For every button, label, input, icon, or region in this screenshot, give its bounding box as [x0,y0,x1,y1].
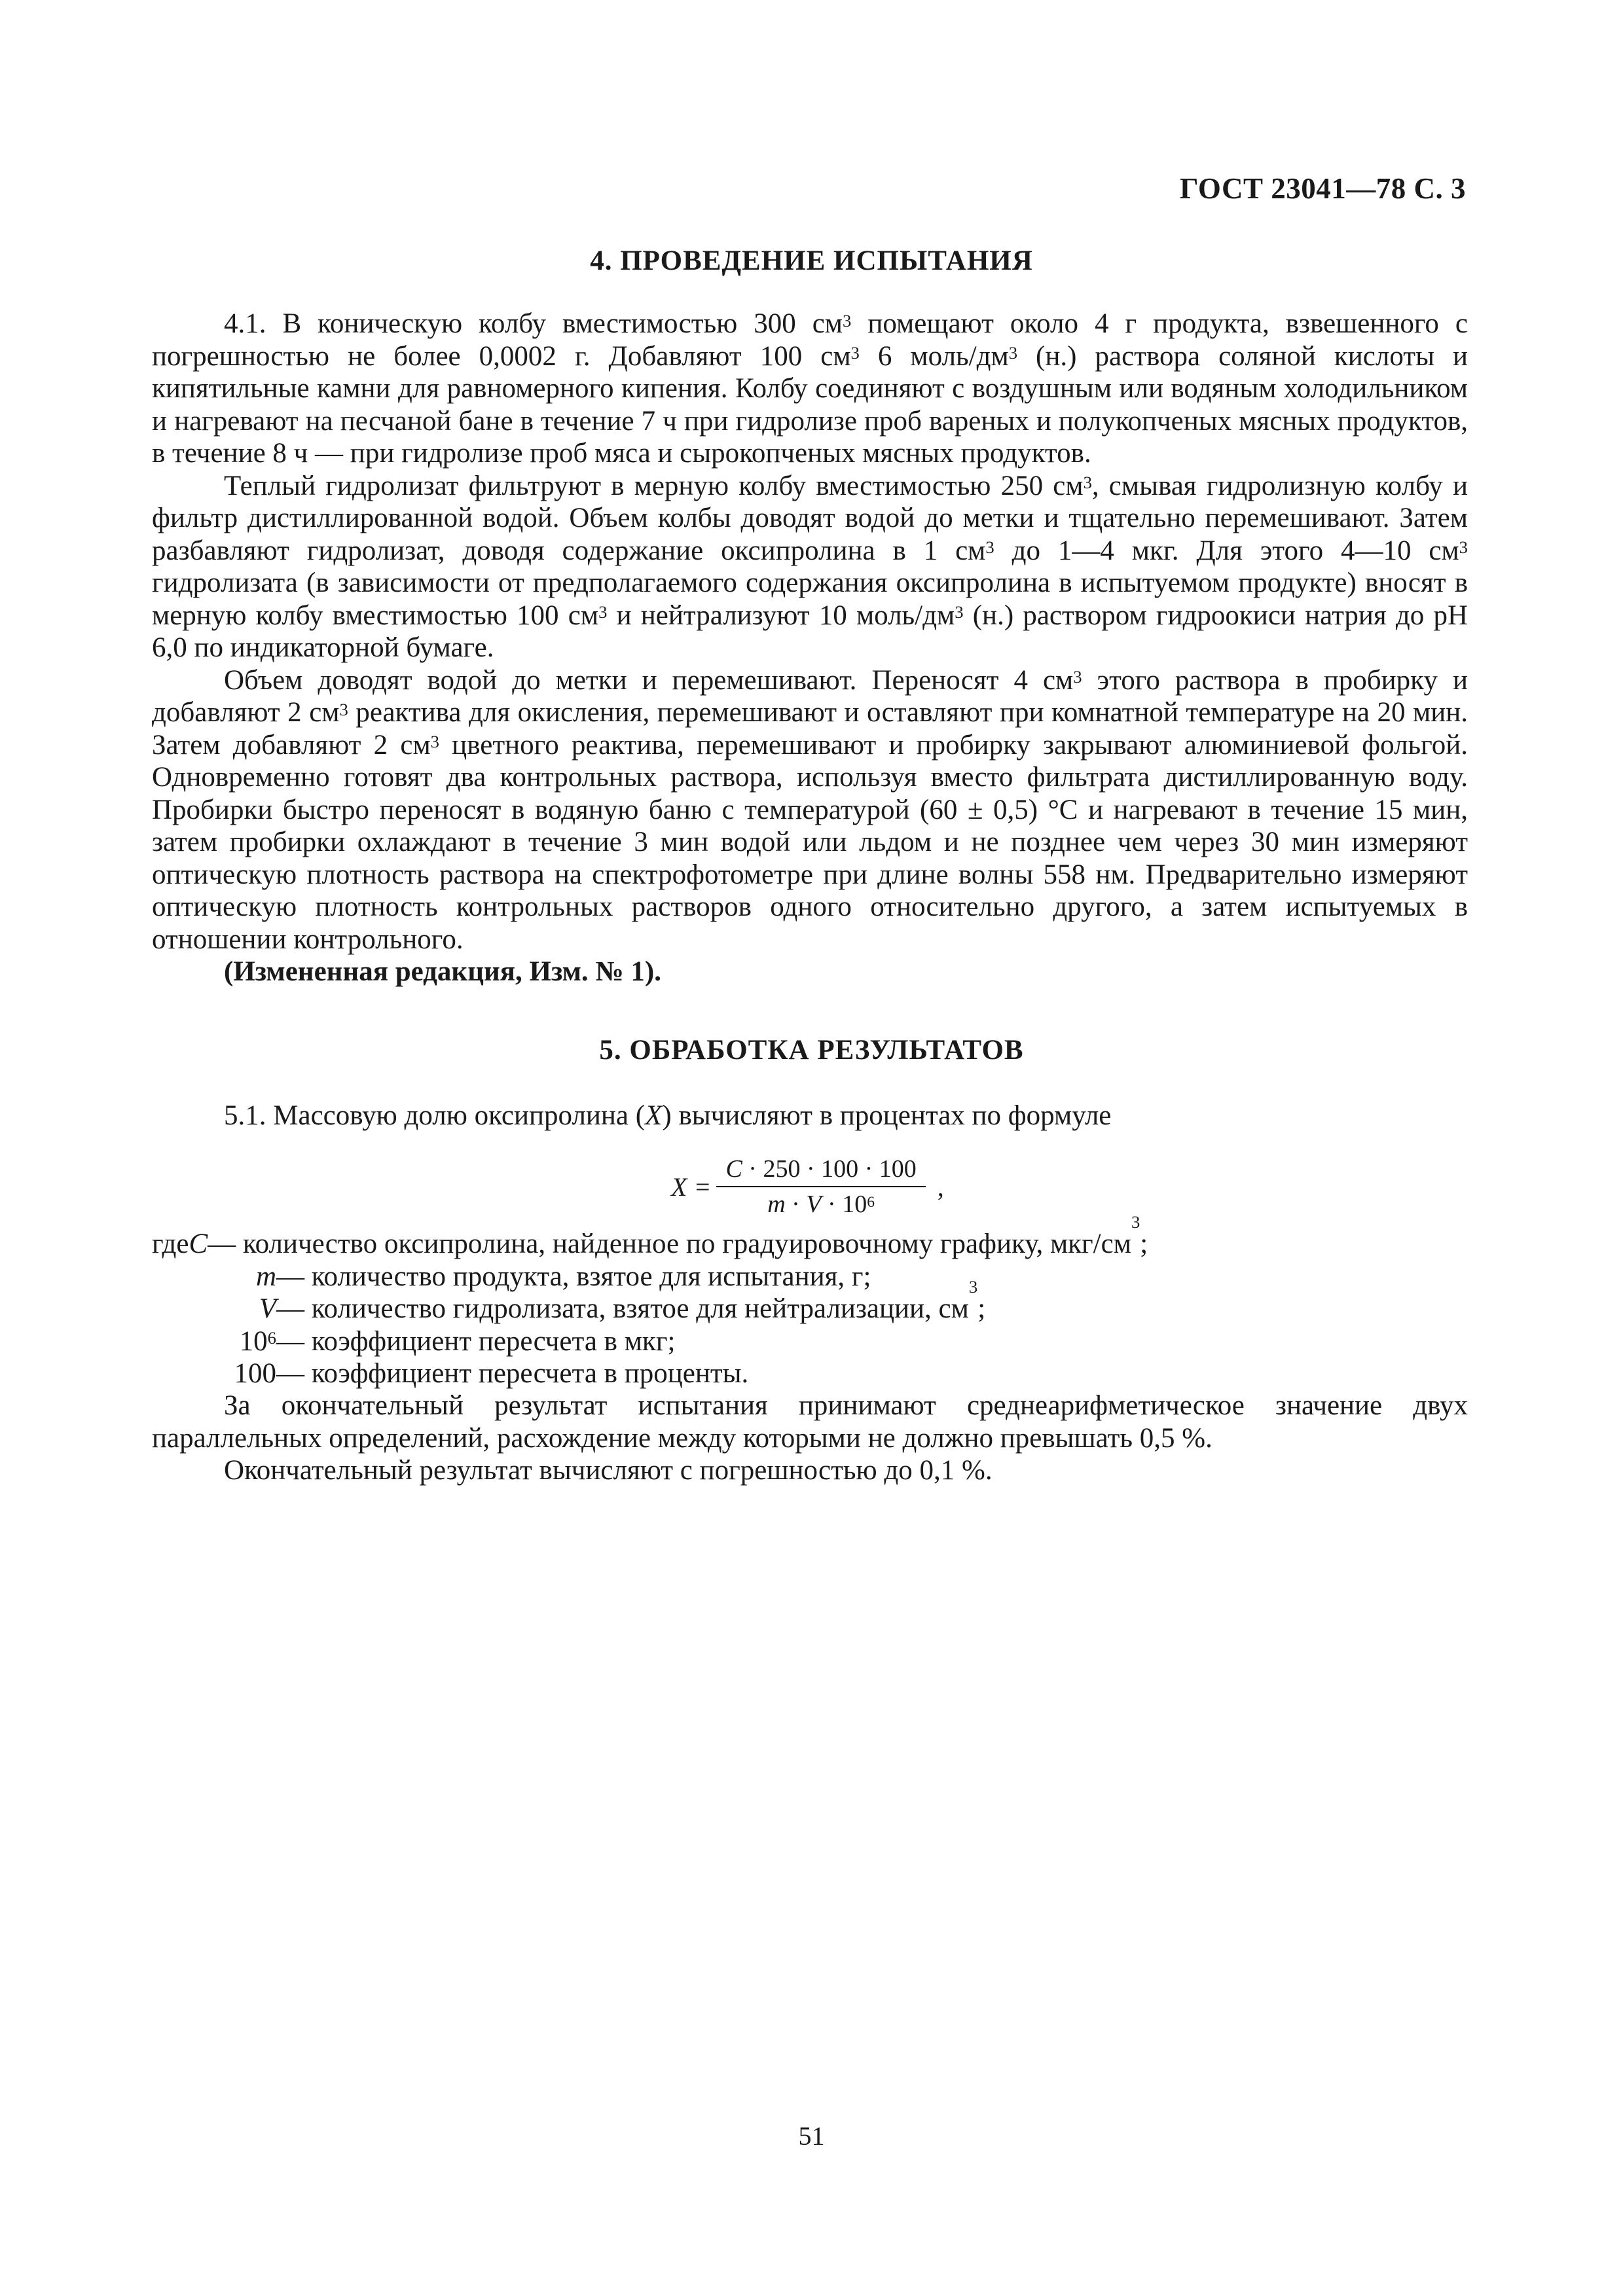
definition-row: m — количество продукта, взятое для испытания, г; [255,1261,871,1292]
section-4-body [152,308,1468,988]
page-number: 51 [798,2121,825,2151]
formula-lhs: X = [671,1172,712,1202]
formula-comma: , [937,1172,944,1202]
formula [671,1155,944,1219]
page-header: ГОСТ 23041—78 С. 3 [1179,172,1466,205]
definition-row: 100 — коэффициент пересчета в проценты. [234,1358,749,1389]
section-5-title: 5. ОБРАБОТКА РЕЗУЛЬТАТОВ [599,1035,1024,1066]
formula-denominator: $m \cdot V \cdot 10^6$ [767,1191,875,1218]
amendment-note: (Измененная редакция, Изм. № 1). [224,956,661,987]
definition-row: V — количество гидролизата, взятое для нейтрализации, см $^3$ ; [259,1276,986,1324]
formula-numerator: C · 250 · 100 · 100 [716,1155,925,1187]
definition-row: $10^6$ — коэффициент пересчета в мкг; [239,1325,676,1357]
paragraph-hydrolysate: Теплый гидролизат фильтруют в мерную колбу вместимостью 250 $см^3$, смывая гидролизную колбу и фильтр дистиллированной водой. Объем колбы доводят водой до метки и тщательно перемешивают. Затем разбавляют гидролизат, доводя содержание оксипролина в 1 $см^3$ до 1—4 мкг. Для этого 4—10 $см^3$ гидролизата (в зависимости от предполагаемого содержания оксипролина в испытуемом продукте) вносят в мерную колбу вместимостью 100 $см^3$ и нейтрализуют 10 моль/$дм^3$ (н.) раствором гидроокиси натрия до pH 6,0 по индикаторной бумаге. [152,470,1468,663]
section-5-intro [152,1100,1468,1132]
section-5-conclusion [152,1390,1468,1487]
symbol-definitions [152,1211,1468,1390]
section-4-title: 4. ПРОВЕДЕНИЕ ИСПЫТАНИЯ [590,245,1033,276]
paragraph-precision: Окончательный результат вычисляют с погрешностью до 0,1 %. [224,1455,993,1486]
paragraph-final-result: За окончательный результат испытания принимают среднеарифметическое значение двух параллельных определений, расхождение между которыми не должно превышать 0,5 %. [152,1390,1468,1454]
paragraph-4-1: 4.1. В коническую колбу вместимостью 300 $см^3$ помещают около 4 г продукта, взвешенного с погрешностью не более 0,0002 г. Добавляют 100 $см^3$ 6 моль/$дм^3$ (н.) раствора соляной кислоты и кипятильные камни для равномерного кипения. Колбу соединяют с воздушным или водяным холодильником и нагревают на песчаной бане в течение 7 ч при гидролизе проб вареных и полукопченых мясных продуктов, в течение 8 ч — при гидролизе проб мяса и сырокопченых мясных продуктов. [152,308,1468,469]
formula-fraction [716,1155,925,1219]
paragraph-5-1: 5.1. Массовую долю оксипролина (X) вычисляют в процентах по формуле [224,1100,1112,1131]
definition-row: где C — количество оксипролина, найденное по градуировочному графику, мкг/см $^3$ ; [152,1211,1148,1259]
paragraph-measurement: Объем доводят водой до метки и перемешивают. Переносят 4 $см^3$ этого раствора в пробирку и добавляют 2 $см^3$ реактива для окисления, перемешивают и оставляют при комнатной температуре на 20 мин. Затем добавляют 2 $см^3$ цветного реактива, перемешивают и пробирку закрывают алюминиевой фольгой. Одновременно готовят два контрольных раствора, используя вместо фильтрата дистиллированную воду. Пробирки быстро переносят в водяную баню с температурой (60 ± 0,5) °С и нагревают в течение 15 мин, затем пробирки охлаждают в течение 3 мин водой или льдом и не позднее чем через 30 мин измеряют оптическую плотность раствора на спектрофотометре при длине волны 558 нм. Предварительно измеряют оптическую плотность контрольных растворов одного относительно другого, а затем испытуемых в отношении контрольного. [152,664,1468,955]
